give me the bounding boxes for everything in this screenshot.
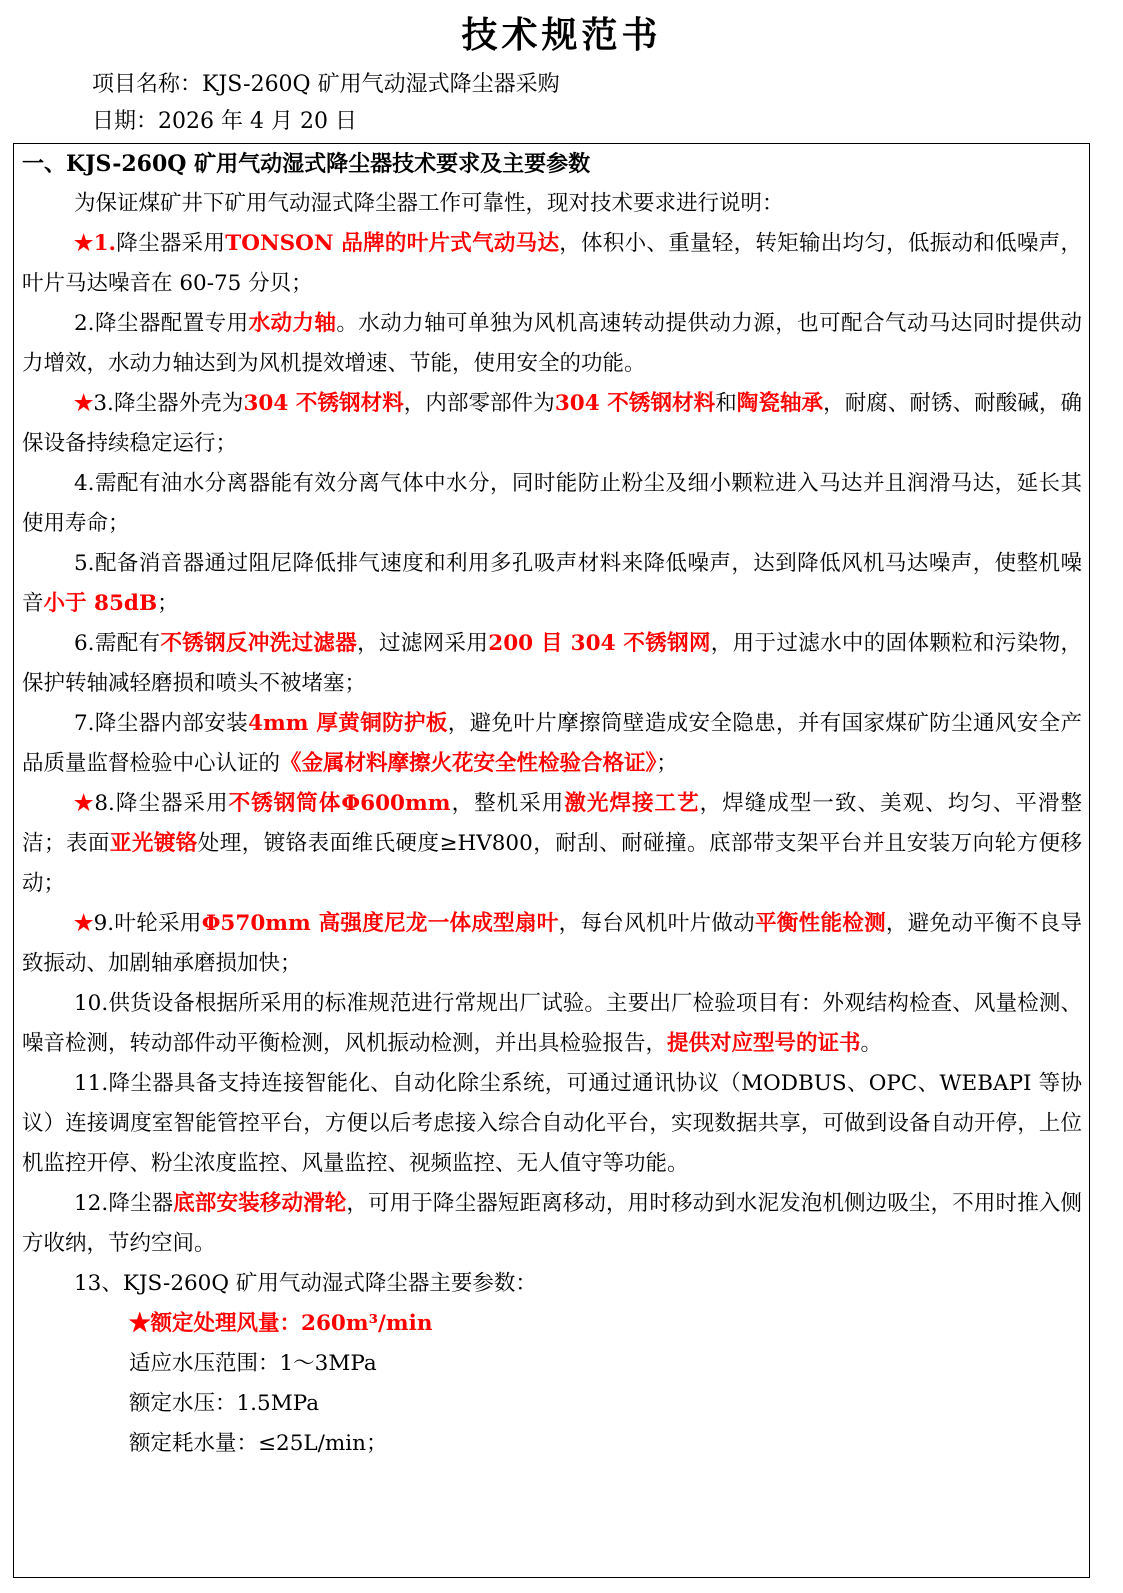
body-text: ，避免叶片摩擦筒壁造成安全隐患，并有国家煤矿防尘通风安全产品质量监督检验中心认证的 <box>22 711 1082 776</box>
highlighted-text: Φ570mm 高强度尼龙一体成型扇叶 <box>201 911 559 936</box>
parameter-item <box>22 1344 1082 1384</box>
body-text: ，整机采用 <box>450 791 565 816</box>
requirement-item <box>22 224 1082 304</box>
highlighted-text: ★ <box>74 791 95 816</box>
body-text: ； <box>656 751 678 776</box>
parameter-item <box>22 1384 1082 1424</box>
body-text: ，用于过滤水中的固体颗粒和污染物，保护转轴减轻磨损和喷头不被堵塞； <box>22 631 1082 696</box>
parameter-item <box>22 1304 1082 1344</box>
highlighted-text: 《金属材料摩擦火花安全性检验合格证》 <box>280 751 657 776</box>
requirement-item <box>22 1064 1082 1184</box>
body-text: 13、KJS-260Q 矿用气动湿式降尘器主要参数： <box>74 1271 537 1296</box>
requirement-list <box>22 224 1082 1304</box>
body-text: 降尘器采用 <box>116 231 226 256</box>
highlighted-text: 亚光镀铬 <box>109 831 198 856</box>
requirement-item <box>22 464 1082 544</box>
body-text: ，内部零部件为 <box>403 391 555 416</box>
highlighted-text: 激光焊接工艺 <box>564 791 700 816</box>
highlighted-text: 底部安装移动滑轮 <box>173 1191 347 1216</box>
document-title: 技术规范书 <box>461 14 662 56</box>
body-text: 处理，镀铬表面维氏硬度≥HV800，耐刮、耐碰撞。底部带支架平台并且安装万向轮方便移动； <box>22 831 1082 896</box>
date-line: 日期：2026 年 4 月 20 日 <box>92 109 357 134</box>
body-text: ，体积小、重量轻，转矩输出均匀，低振动和低噪声，叶片马达噪音在 60-75 分贝； <box>22 231 1082 296</box>
highlighted-text: 4mm 厚黄铜防护板 <box>248 711 448 736</box>
body-text: 额定耗水量：≤25L/min； <box>129 1431 388 1456</box>
parameter-list <box>22 1304 1082 1464</box>
requirement-item <box>22 384 1082 464</box>
highlighted-text: ★额定处理风量：260m³/min <box>129 1311 433 1336</box>
highlighted-text: ★1. <box>74 231 117 256</box>
parameter-item <box>22 1424 1082 1464</box>
body-text: ，避免动平衡不良导致振动、加剧轴承磨损加快； <box>22 911 1082 976</box>
highlighted-text: 平衡性能检测 <box>755 911 886 936</box>
highlighted-text: 小于 85dB <box>43 591 158 616</box>
body-text: ，焊缝成型一致、美观、均匀、平滑整洁；表面 <box>22 791 1082 856</box>
body-text: 3.降尘器外壳为 <box>93 391 244 416</box>
body-text: 4.需配有油水分离器能有效分离气体中水分，同时能防止粉尘及细小颗粒进入马达并且润滑马达，延长其使用寿命； <box>22 471 1082 536</box>
body-text: ； <box>157 591 179 616</box>
body-text: 5.配备消音器通过阻尼降低排气速度和利用多孔吸声材料来降低噪声，达到降低风机马达噪声，使整机噪音 <box>22 551 1082 616</box>
highlighted-text: 水动力轴 <box>248 311 337 336</box>
body-text: 。 <box>860 1031 883 1056</box>
highlighted-text: 不锈钢反冲洗过滤器 <box>160 631 358 656</box>
body-text: 8.降尘器采用 <box>94 791 229 816</box>
body-text: ，过滤网采用 <box>357 631 489 656</box>
body-text: 10.供货设备根据所采用的标准规范进行常规出厂试验。主要出厂检验项目有：外观结构检查、风量检测、噪音检测，转动部件动平衡检测，风机振动检测，并出具检验报告， <box>22 991 1082 1056</box>
requirement-item <box>22 1264 1082 1304</box>
body-text: 6.需配有 <box>74 631 161 656</box>
highlighted-text: TONSON 品牌的叶片式气动马达 <box>225 231 560 256</box>
requirement-item <box>22 784 1082 904</box>
body-text: 适应水压范围：1～3MPa <box>129 1351 377 1376</box>
body-text: 额定水压：1.5MPa <box>129 1391 320 1416</box>
body-text: 和 <box>715 391 737 416</box>
highlighted-text: ★ <box>74 391 94 416</box>
body-text: 12.降尘器 <box>74 1191 174 1216</box>
highlighted-text: 200 目 304 不锈钢网 <box>488 631 711 656</box>
section-heading: 一、KJS-260Q 矿用气动湿式降尘器技术要求及主要参数 <box>22 151 591 177</box>
body-text: ，耐腐、耐锈、耐酸碱，确保设备持续稳定运行； <box>22 391 1082 456</box>
body-text: ，每台风机叶片做动 <box>558 911 755 936</box>
requirement-item <box>22 544 1082 624</box>
requirement-item <box>22 904 1082 984</box>
intro-paragraph: 为保证煤矿井下矿用气动湿式降尘器工作可靠性，现对技术要求进行说明： <box>74 191 784 216</box>
project-name-line: 项目名称：KJS-260Q 矿用气动湿式降尘器采购 <box>92 72 560 97</box>
highlighted-text: 陶瓷轴承 <box>736 391 824 416</box>
body-text: 7.降尘器内部安装 <box>74 711 249 736</box>
body-text: 。水动力轴可单独为风机高速转动提供动力源，也可配合气动马达同时提供动力增效，水动力轴达到为风机提效增速、节能，使用安全的功能。 <box>22 311 1082 376</box>
highlighted-text: ★ <box>74 911 94 936</box>
section-content <box>22 184 1082 1464</box>
requirement-item <box>22 984 1082 1064</box>
body-text: 2.降尘器配置专用 <box>74 311 249 336</box>
highlighted-text: 提供对应型号的证书 <box>667 1031 861 1056</box>
body-text: 9.叶轮采用 <box>93 911 202 936</box>
highlighted-text: 304 不锈钢材料 <box>243 391 404 416</box>
highlighted-text: 不锈钢筒体Φ600mm <box>228 791 451 816</box>
highlighted-text: 304 不锈钢材料 <box>554 391 716 416</box>
requirement-item <box>22 1184 1082 1264</box>
requirement-item <box>22 704 1082 784</box>
requirement-item <box>22 624 1082 704</box>
body-text: ，可用于降尘器短距离移动，用时移动到水泥发泡机侧边吸尘，不用时推入侧方收纳，节约空间。 <box>22 1191 1082 1256</box>
requirement-item <box>22 304 1082 384</box>
body-text: 11.降尘器具备支持连接智能化、自动化除尘系统，可通过通讯协议（MODBUS、OPC、WEBAPI 等协议）连接调度室智能管控平台，方便以后考虑接入综合自动化平台，实现数据共享，可做到设备自动开停，上位机监控开停、粉尘浓度监控、风量监控、视频监控、无人值守等功能。 <box>22 1071 1082 1176</box>
